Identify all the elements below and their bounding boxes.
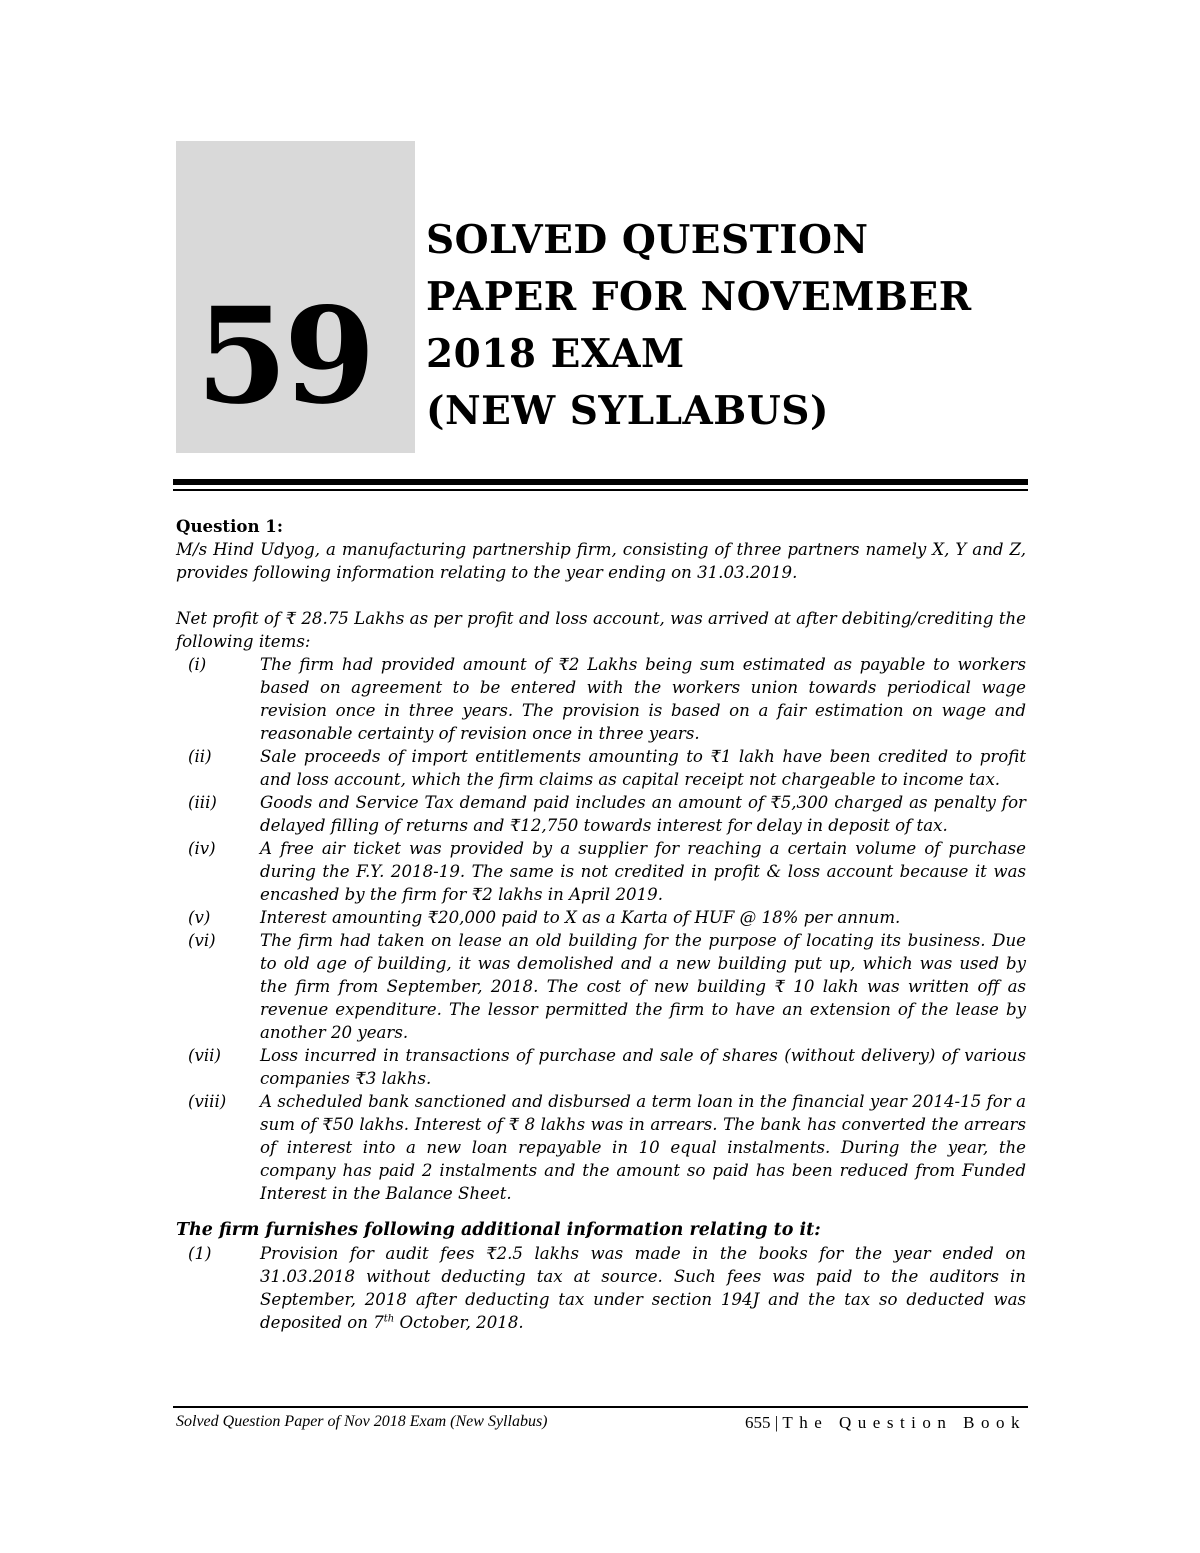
list-item-number: (viii) bbox=[188, 1092, 227, 1111]
list-item-number: (vii) bbox=[188, 1046, 221, 1065]
list-item-number: (ii) bbox=[188, 747, 212, 766]
list-item bbox=[176, 1090, 1026, 1205]
ordinal-suffix: th bbox=[383, 1313, 395, 1325]
chapter-title bbox=[426, 212, 1036, 440]
list-item-text: A free air ticket was provided by a supplier for reaching a certain volume of purchase during the F.Y. 2018-19. The same is not credited in profit & loss account because it was encashed by the firm for ₹2 lakhs in April 2019. bbox=[260, 839, 1026, 904]
list-item-text bbox=[260, 1242, 1026, 1334]
page-number: 655 bbox=[744, 1413, 771, 1432]
chapter-title-line: PAPER FOR NOVEMBER bbox=[426, 274, 972, 320]
net-profit-statement: Net profit of ₹ 28.75 Lakhs as per profit and loss account, was arrived at after debiting/crediting the following items: bbox=[176, 609, 1026, 651]
chapter-title-line: 2018 EXAM bbox=[426, 331, 685, 377]
footer-rule bbox=[173, 1406, 1028, 1408]
list-item bbox=[176, 906, 1026, 929]
list-item bbox=[176, 791, 1026, 837]
chapter-title-line: (NEW SYLLABUS) bbox=[426, 388, 829, 434]
list-item bbox=[176, 929, 1026, 1044]
footer-section-title: Solved Question Paper of Nov 2018 Exam (New Syllabus) bbox=[176, 1413, 548, 1430]
additional-info-heading: The firm furnishes following additional information relating to it: bbox=[176, 1220, 821, 1240]
question-intro: M/s Hind Udyog, a manufacturing partnership firm, consisting of three partners namely X, Y and Z, provides following information relating to the year ending on 31.03.2019. bbox=[176, 540, 1026, 582]
list-item-text-part: Provision for audit fees ₹2.5 lakhs was made in the books for the year ended on 31.03.2018 without deducting tax at source. Such fees was paid to the auditors in September, 2018 after deducting tax under section 194J and the tax so deducted was deposited on 7 bbox=[260, 1244, 1026, 1332]
list-item-text: Sale proceeds of import entitlements amounting to ₹1 lakh have been credited to profit and loss account, which the firm claims as capital receipt not chargeable to income tax. bbox=[260, 747, 1026, 789]
list-item bbox=[176, 837, 1026, 906]
list-item bbox=[176, 1242, 1026, 1334]
list-item-number: (iv) bbox=[188, 839, 216, 858]
list-item-text: Loss incurred in transactions of purchase and sale of shares (without delivery) of various companies ₹3 lakhs. bbox=[260, 1046, 1026, 1088]
list-item-number: (1) bbox=[188, 1244, 212, 1263]
footer-page-info bbox=[702, 1413, 1026, 1433]
chapter-number: 59 bbox=[196, 279, 372, 434]
list-item-number: (i) bbox=[188, 655, 207, 674]
list-item bbox=[176, 745, 1026, 791]
list-item-text: Interest amounting ₹20,000 paid to X as a Karta of HUF @ 18% per annum. bbox=[260, 908, 901, 927]
list-item-number: (v) bbox=[188, 908, 211, 927]
list-item-text: A scheduled bank sanctioned and disbursed a term loan in the financial year 2014-15 for a sum of ₹50 lakhs. Interest of ₹ 8 lakhs was in arrears. The bank has converted the arrears of interest into a new loan repayable in 10 equal instalments. During the year, the company has paid 2 instalments and the amount so paid has been reduced from Funded Interest in the Balance Sheet. bbox=[260, 1092, 1026, 1203]
list-item bbox=[176, 1044, 1026, 1090]
book-title: The Question Book bbox=[782, 1413, 1026, 1432]
question-heading: Question 1: bbox=[176, 516, 283, 536]
header-rule-thick bbox=[173, 479, 1028, 485]
header-rule-thin bbox=[173, 489, 1028, 491]
list-item-number: (iii) bbox=[188, 793, 217, 812]
list-item-text-part: October, 2018. bbox=[394, 1313, 524, 1332]
list-item-text: The firm had provided amount of ₹2 Lakhs being sum estimated as payable to workers based on agreement to be entered with the workers union towards periodical wage revision once in three years. The provision is based on a fair estimation on wage and reasonable certainty of revision once in three years. bbox=[260, 655, 1026, 743]
list-item-text: Goods and Service Tax demand paid includes an amount of ₹5,300 charged as penalty for delayed filling of returns and ₹12,750 towards interest for delay in deposit of tax. bbox=[260, 793, 1026, 835]
list-item-text: The firm had taken on lease an old building for the purpose of locating its business. Due to old age of building, it was demolished and a new building put up, which was used by the firm from September, 2018. The cost of new building ₹ 10 lakh was written off as revenue expenditure. The lessor permitted the firm to have an extension of the lease by another 20 years. bbox=[260, 931, 1026, 1042]
question-content bbox=[176, 515, 1026, 1334]
list-item-number: (vi) bbox=[188, 931, 216, 950]
list-item bbox=[176, 653, 1026, 745]
footer-separator: | bbox=[774, 1413, 779, 1432]
chapter-title-line: SOLVED QUESTION bbox=[426, 217, 869, 263]
